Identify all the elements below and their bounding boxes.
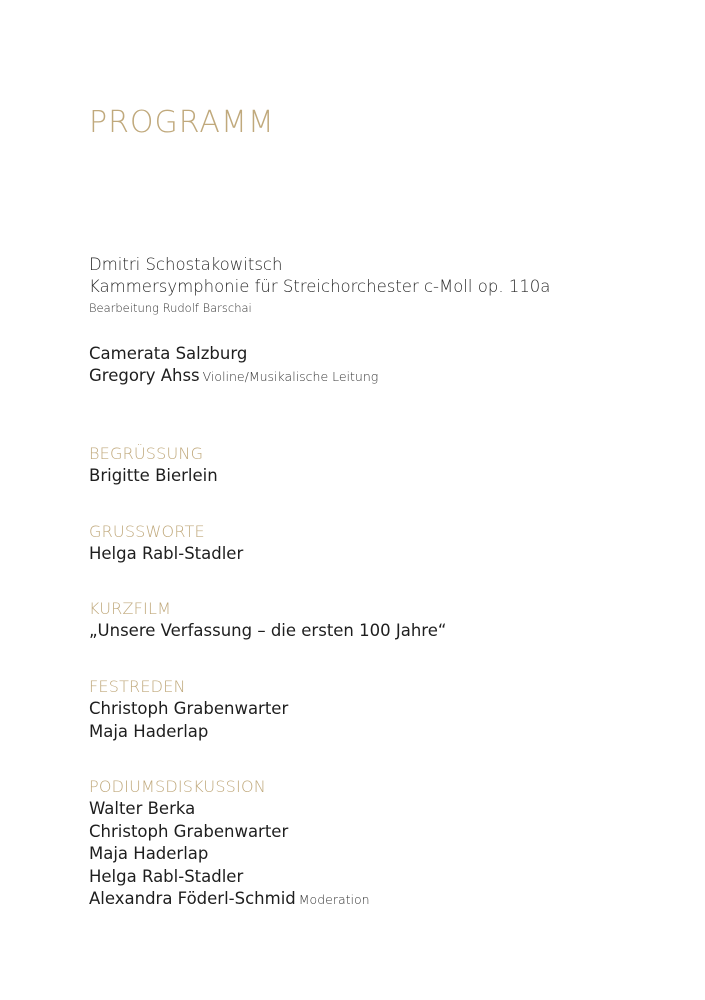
moderator-role: Moderation	[298, 892, 370, 907]
moderator-name: Alexandra Föderl-Schmid	[89, 889, 296, 908]
list-item: Helga Rabl-Stadler	[89, 544, 244, 563]
section-festreden	[89, 676, 288, 743]
work-title: Kammersymphonie für Streichorchester c-Moll op. 110a	[89, 277, 551, 296]
ensemble-name: Camerata Salzburg	[89, 344, 248, 363]
section-heading: BEGRÜSSUNG	[89, 444, 204, 463]
soloist	[89, 365, 378, 388]
list-item: Maja Haderlap	[89, 721, 209, 741]
section-heading: KURZFILM	[89, 599, 172, 618]
section-heading: PODIUMSDISKUSSION	[89, 777, 266, 796]
list-item: Brigitte Bierlein	[89, 466, 218, 485]
composer: Dmitri Schostakowitsch	[89, 255, 283, 274]
page-title: PROGRAMM	[89, 105, 275, 140]
section-heading: FESTREDEN	[89, 677, 186, 696]
list-item: Helga Rabl-Stadler	[89, 866, 244, 886]
performers-block	[89, 343, 378, 388]
list-item	[89, 888, 370, 912]
soloist-role: Violine/Musikalische Leitung	[202, 369, 379, 384]
arrangement-note: Bearbeitung Rudolf Barschai	[89, 301, 252, 315]
section-begruessung	[89, 443, 218, 488]
soloist-name: Gregory Ahss	[89, 366, 200, 385]
section-kurzfilm	[89, 598, 446, 643]
list-item: Christoph Grabenwarter	[89, 821, 289, 841]
list-item: Walter Berka	[89, 799, 196, 818]
list-item: Maja Haderlap	[89, 844, 209, 863]
list-item: Christoph Grabenwarter	[89, 699, 289, 718]
music-block	[89, 254, 550, 318]
film-title: „Unsere Verfassung – die ersten 100 Jahre“	[89, 621, 447, 640]
section-podiumsdiskussion	[89, 776, 370, 912]
section-heading: GRUSSWORTE	[89, 522, 205, 541]
section-grussworte	[89, 521, 243, 566]
